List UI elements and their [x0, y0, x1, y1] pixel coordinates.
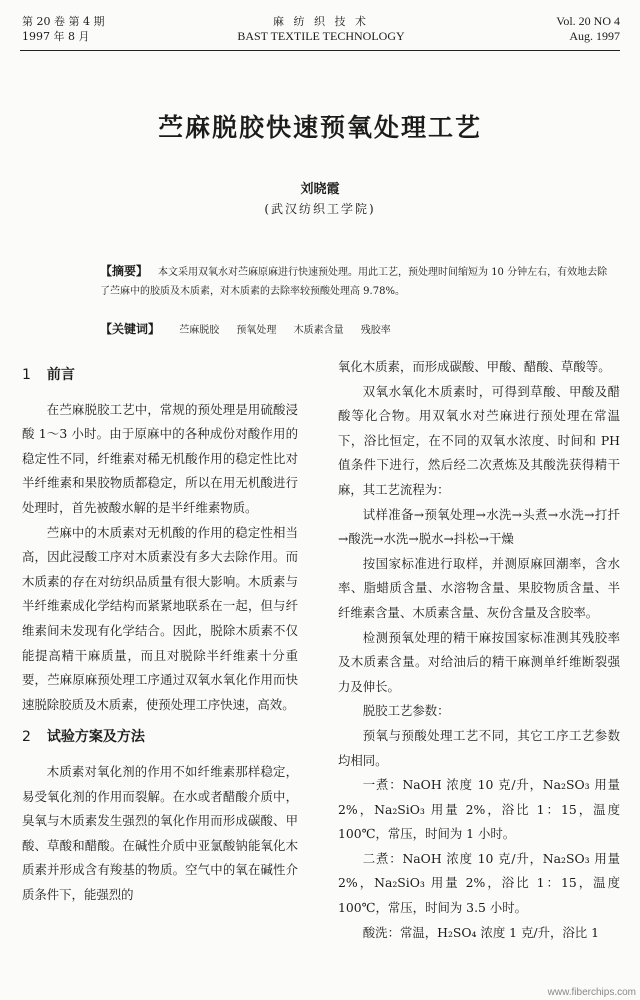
paragraph: 氧化木质素，而形成碳酸、甲酸、醋酸、草酸等。 — [338, 359, 611, 374]
section-title: 试验方案及方法 — [46, 729, 145, 746]
paragraph: 按国家标准进行取样，并测原麻回潮率，含水率、脂蜡质含量、水溶物含量、果胶物质含量、半纤维素含量、木质素含量、灰份含量及含胶率。 — [338, 555, 620, 620]
abstract — [100, 262, 615, 301]
paragraph: 木质素对氧化剂的作用不如纤维素那样稳定，易受氧化剂的作用而裂解。在水或者醋酸介质中，臭氧与木质素发生强烈的氧化作用而形成碳酸、甲酸、草酸和醋酸。在碱性介质中亚氯酸钠能氧化木质素并形成含有羧基的物质。空气中的氧在碱性介质条件下，能强烈的 — [22, 763, 298, 902]
paragraph: 一煮：NaOH 浓度 10 克/升，Na₂SO₃ 用量 2%，Na₂SiO₃ 用量 2%，浴比 1：15，温度 100℃，常压，时间为 1 小时。 — [338, 777, 620, 842]
paragraph: 二煮：NaOH 浓度 10 克/升，Na₂SO₃ 用量 2%，Na₂SiO₃ 用量 2%，浴比 1：15，温度 100℃，常压，时间为 3.5 小时。 — [338, 850, 620, 916]
paragraph: 酸洗：常温，H₂SO₄ 浓度 1 克/升，浴比 1 — [362, 924, 599, 940]
date-cn: 1997 年 8 月 — [22, 30, 90, 43]
paper-title: 苎麻脱胶快速预氧处理工艺 — [157, 113, 482, 142]
abstract-label: 【摘要】 — [100, 264, 149, 278]
paragraph: 苎麻中的木质素对无机酸的作用的稳定性相当高，因此浸酸工序对木质素没有多大去除作用。而木质素的存在对纺织品质量有很大影响。木质素与半纤维素成化学结构而紧紧地联系在一起，但与纤维素间未发现有化学结合。因此，脱除木质素不仅能提高精干麻质量，而且对脱除半纤维素十分重要，苎麻原麻预处理工序通过双氧水氧化作用而快速脱除胶质及木质素，使预处理工序快速，高效。 — [22, 524, 298, 712]
keyword: 木质素含量 — [293, 325, 344, 336]
left-column — [22, 355, 298, 907]
paragraph: 检测预氧处理的精干麻按国家标准测其残胶率及木质素含量。对给油后的精干麻测单纤维断裂强力及伸长。 — [338, 629, 620, 694]
running-header — [22, 14, 620, 54]
section-title: 前言 — [46, 367, 75, 383]
keyword: 残胶率 — [360, 325, 391, 336]
author-affiliation: (武汉纺织工学院) — [264, 202, 376, 216]
paragraph: 在苎麻脱胶工艺中，常规的预处理是用硫酸浸酸 1～3 小时。由于原麻中的各种成份对酸作用的稳定性不同，纤维素对稀无机酸作用的稳定性比对半纤维素和果胶物质都稳定，所以在用无机酸进行处理时，首先被酸水解的是半纤维素物质。 — [22, 401, 298, 515]
keyword: 苎麻脱胶 — [179, 325, 220, 336]
paragraph: 脱胶工艺参数： — [362, 703, 450, 719]
abstract-text: 本文采用双氧水对苎麻原麻进行快速预处理。用此工艺，预处理时间缩短为 10 分钟左右，有效地去除了苎麻中的胶质及木质素，对木质素的去除率较预酸处理高 9.78%。 — [100, 267, 608, 297]
keyword: 预氧处理 — [236, 325, 277, 336]
journal-name-en: BAST TEXTILE TECHNOLOGY — [237, 29, 405, 43]
header-rule — [20, 50, 620, 51]
section-heading — [22, 725, 298, 750]
section-number: 1 — [22, 367, 31, 383]
keywords-label: 【关键词】 — [100, 322, 161, 336]
author-name: 刘晓霞 — [300, 182, 340, 197]
volume-issue-en: Vol. 20 NO 4 — [556, 14, 620, 28]
paragraph: 预氧与预酸处理工艺不同，其它工序工艺参数均相同。 — [338, 727, 620, 768]
keywords — [100, 320, 615, 340]
watermark: www.fiberchips.com — [547, 987, 636, 998]
section-heading — [22, 363, 298, 388]
header-center — [22, 14, 620, 44]
process-flow: 试样准备→预氧处理→水洗→头煮→水洗→打扦→酸洗→水洗→脱水→抖松→干燥 — [338, 506, 620, 547]
paragraph: 双氧水氧化木质素时，可得到草酸、甲酸及醋酸等化合物。用双氧水对苎麻进行预处理在常温下，浴比恒定，在不同的双氧水浓度、时间和 PH 值条件下进行，然后经二次煮炼及其酸洗获得精干麻，其工艺流程为： — [338, 383, 620, 497]
volume-issue-cn: 第 20 卷 第 4 期 — [22, 15, 105, 28]
journal-name-cn: 麻 纺 织 技 术 — [273, 15, 369, 28]
right-column — [338, 355, 620, 945]
header-right — [556, 14, 620, 44]
date-en: Aug. 1997 — [569, 29, 620, 43]
section-number: 2 — [22, 729, 31, 746]
